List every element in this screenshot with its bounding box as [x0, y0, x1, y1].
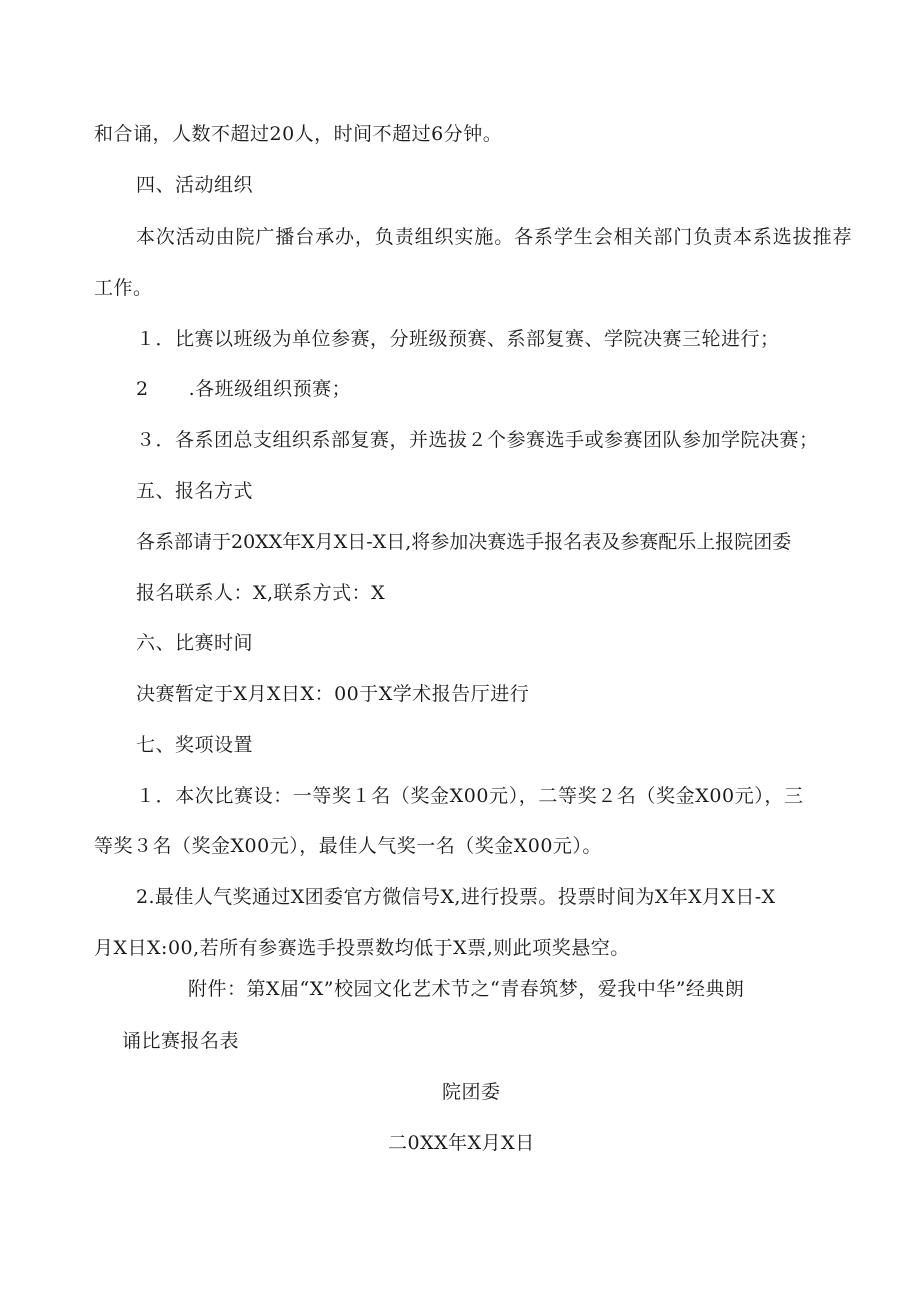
list-item-prizes: １．本次比赛设：一等奖１名（奖金X00元），二等奖２名（奖金X00元），三 — [136, 785, 804, 807]
list-item-competition-rounds: １．比赛以班级为单位参赛，分班级预赛、系部复赛、学院决赛三轮进行； — [136, 328, 780, 350]
heading-competition-time: 六、比赛时间 — [136, 632, 254, 654]
paragraph-organizer: 本次活动由院广播台承办，负责组织实施。各系学生会相关部门负责本系选拔推荐 — [136, 226, 853, 248]
attachment-note-continued: 诵比赛报名表 — [122, 1030, 240, 1052]
paragraph-registration-deadline: 各系部请于20XX年X月X日-X日,将参加决赛选手报名表及参赛配乐上报院团委 — [136, 531, 792, 553]
list-item-class-preliminary — [136, 376, 351, 402]
paragraph-registration-contact: 报名联系人：X,联系方式：X — [136, 582, 386, 604]
list-item-popularity-vote-continued: 月X日X:00,若所有参赛选手投票数均低于X票,则此项奖悬空。 — [94, 937, 630, 959]
heading-registration-method: 五、报名方式 — [136, 480, 254, 502]
heading-activity-organization: 四、活动组织 — [136, 174, 254, 196]
paragraph-participation-size: 和合诵，人数不超过20人，时间不超过6分钟。 — [94, 123, 503, 145]
paragraph-organizer-continued: 工作。 — [94, 277, 153, 299]
list-item-number: 2 — [136, 378, 149, 400]
heading-awards: 七、奖项设置 — [136, 734, 254, 756]
signature-organization: 院团委 — [442, 1081, 501, 1103]
list-item-department-semifinal: ３．各系团总支组织系部复赛，并选拔２个参赛选手或参赛团队参加学院决赛； — [136, 429, 819, 451]
attachment-note: 附件：第X届“X”校园文化艺术节之“青春筑梦，爱我中华”经典朗 — [188, 978, 745, 1000]
list-item-text: .各班级组织预赛； — [188, 378, 352, 400]
list-item-popularity-vote: 2.最佳人气奖通过X团委官方微信号X,进行投票。投票时间为X年X月X日-X — [136, 886, 776, 908]
list-item-prizes-continued: 等奖３名（奖金X00元），最佳人气奖一名（奖金X00元）。 — [94, 835, 602, 857]
signature-date: 二0XX年X月X日 — [388, 1132, 535, 1154]
paragraph-final-schedule: 决赛暂定于X月X日X：00于X学术报告厅进行 — [136, 683, 530, 705]
